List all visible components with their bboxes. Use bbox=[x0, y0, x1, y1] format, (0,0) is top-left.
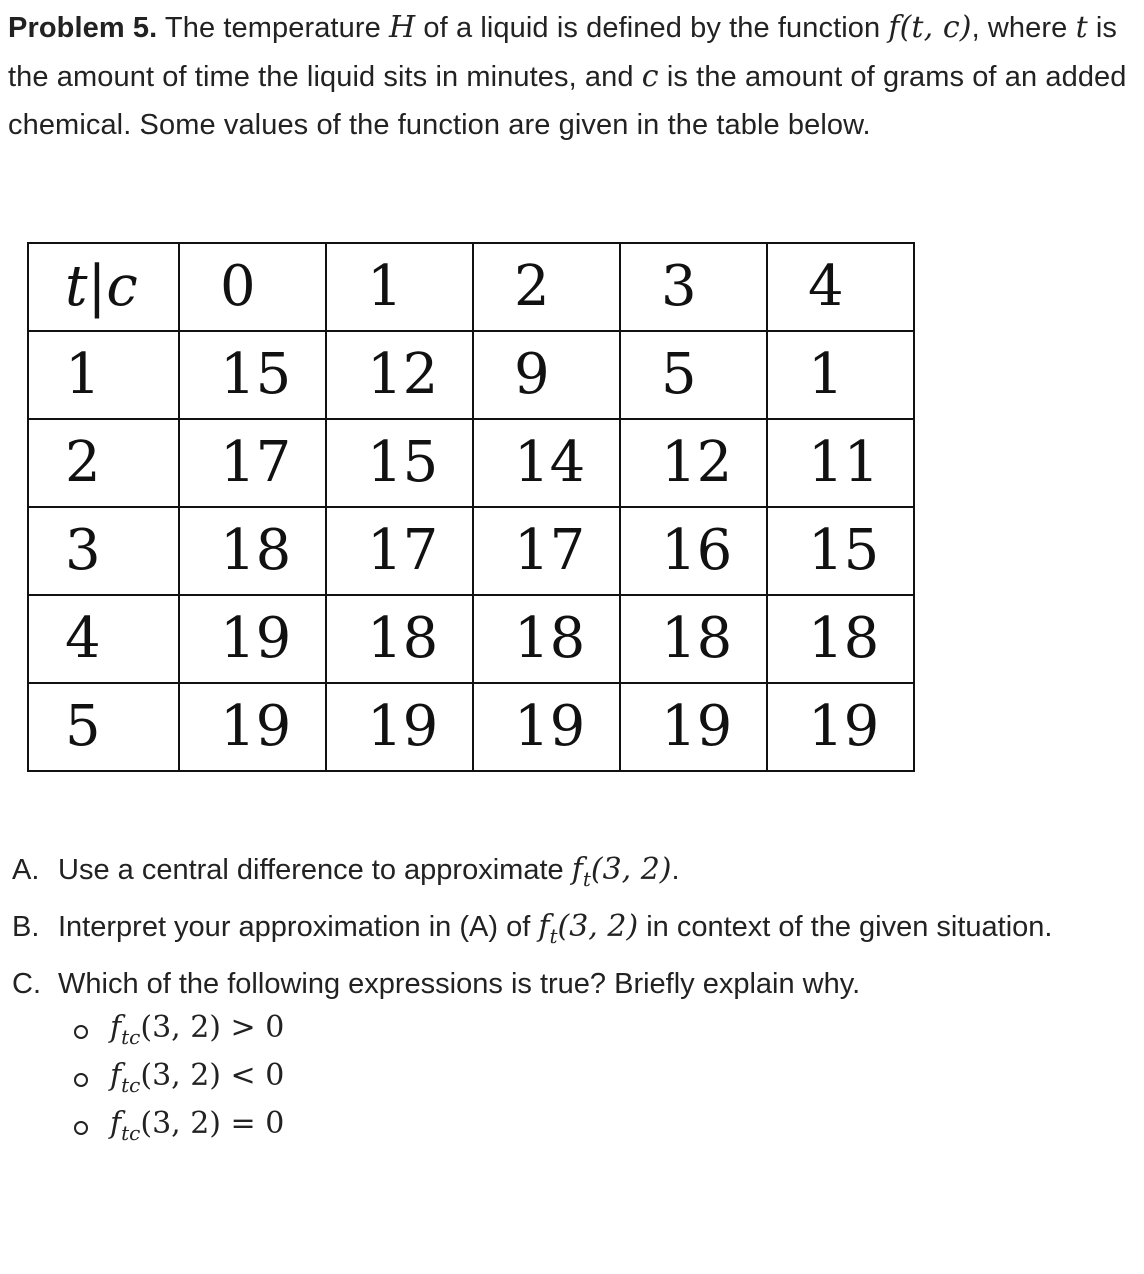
column-header: 1 bbox=[326, 243, 473, 331]
table-cell: 19 bbox=[473, 683, 620, 771]
table-cell: 1 bbox=[767, 331, 914, 419]
circle-bullet-icon bbox=[74, 1073, 88, 1087]
question-c bbox=[12, 960, 1122, 1008]
question-b bbox=[12, 903, 1122, 960]
list-item bbox=[12, 1008, 1122, 1056]
table-cell: 12 bbox=[620, 419, 767, 507]
table-cell: 18 bbox=[473, 595, 620, 683]
question-label: B. bbox=[12, 911, 40, 943]
variable-c: c bbox=[641, 58, 659, 94]
question-text: Use a central difference to approximate bbox=[58, 854, 564, 886]
table-cell: 15 bbox=[767, 507, 914, 595]
function-notation: f(t, c) bbox=[888, 10, 972, 45]
table-cell: 17 bbox=[179, 419, 326, 507]
table-cell: 15 bbox=[326, 419, 473, 507]
table-header-row bbox=[28, 243, 914, 331]
intro-text-3: , where bbox=[971, 12, 1068, 44]
list-item bbox=[12, 1056, 1122, 1104]
row-header: 2 bbox=[28, 419, 179, 507]
table-cell: 19 bbox=[620, 683, 767, 771]
table-cell: 14 bbox=[473, 419, 620, 507]
expression-options bbox=[12, 1008, 1122, 1152]
table-row bbox=[28, 331, 914, 419]
question-label: C. bbox=[12, 968, 41, 1000]
variable-h: H bbox=[388, 10, 416, 45]
intro-text-5: is the amount of grams of an added chemical. Some values of the function are given in the table below. bbox=[8, 60, 1127, 141]
table-row bbox=[28, 507, 914, 595]
column-header: 3 bbox=[620, 243, 767, 331]
expression: $f_{tc}(3$, 2) > 0 bbox=[110, 1009, 285, 1049]
table-cell: 17 bbox=[473, 507, 620, 595]
table-cell: 16 bbox=[620, 507, 767, 595]
list-item bbox=[12, 1104, 1122, 1152]
table-cell: 15 bbox=[179, 331, 326, 419]
question-text: Interpret your approximation in (A) of bbox=[58, 911, 531, 943]
question-label: A. bbox=[12, 854, 40, 886]
table-cell: 18 bbox=[179, 507, 326, 595]
question-text: Which of the following expressions is true? Briefly explain why. bbox=[58, 968, 861, 1000]
column-header: 0 bbox=[179, 243, 326, 331]
table-cell: 18 bbox=[767, 595, 914, 683]
expression: $f_{tc}(3$, 2) = 0 bbox=[110, 1105, 285, 1145]
table-cell: 19 bbox=[326, 683, 473, 771]
table-row bbox=[28, 595, 914, 683]
table-cell: 18 bbox=[620, 595, 767, 683]
expression: $f_{tc}(3$, 2) < 0 bbox=[110, 1057, 285, 1097]
variable-t: t bbox=[1075, 10, 1088, 45]
table-cell: 11 bbox=[767, 419, 914, 507]
question-a: A. Use a central difference to approximate $f_t(3$, 2). bbox=[12, 846, 1122, 903]
table-row bbox=[28, 683, 914, 771]
circle-bullet-icon bbox=[74, 1025, 88, 1039]
column-header: 4 bbox=[767, 243, 914, 331]
row-header: 5 bbox=[28, 683, 179, 771]
question-text: in context of the given situation. bbox=[646, 911, 1053, 943]
row-header: 1 bbox=[28, 331, 179, 419]
row-header: 4 bbox=[28, 595, 179, 683]
values-table bbox=[27, 242, 915, 772]
table-cell: 17 bbox=[326, 507, 473, 595]
table-cell: 18 bbox=[326, 595, 473, 683]
partial-derivative: $f_t(3$, 2) bbox=[571, 852, 672, 891]
column-header: 2 bbox=[473, 243, 620, 331]
table-cell: 9 bbox=[473, 331, 620, 419]
table-cell: 19 bbox=[179, 595, 326, 683]
intro-text-2: of a liquid is defined by the function bbox=[423, 12, 881, 44]
circle-bullet-icon bbox=[74, 1121, 88, 1135]
problem-label: Problem 5. bbox=[8, 12, 158, 44]
table-row bbox=[28, 419, 914, 507]
corner-cell: t|c bbox=[28, 243, 179, 331]
table-cell: 19 bbox=[767, 683, 914, 771]
partial-derivative: $f_t(3$, 2) bbox=[538, 909, 639, 948]
table-cell: 12 bbox=[326, 331, 473, 419]
table-cell: 5 bbox=[620, 331, 767, 419]
row-header: 3 bbox=[28, 507, 179, 595]
table-cell: 19 bbox=[179, 683, 326, 771]
intro-text-1: The temperature bbox=[164, 12, 381, 44]
problem-statement bbox=[8, 4, 1128, 150]
question-list bbox=[12, 846, 1122, 1152]
intro-text-4: is the amount of time the liquid sits in minutes, and bbox=[8, 12, 1118, 93]
